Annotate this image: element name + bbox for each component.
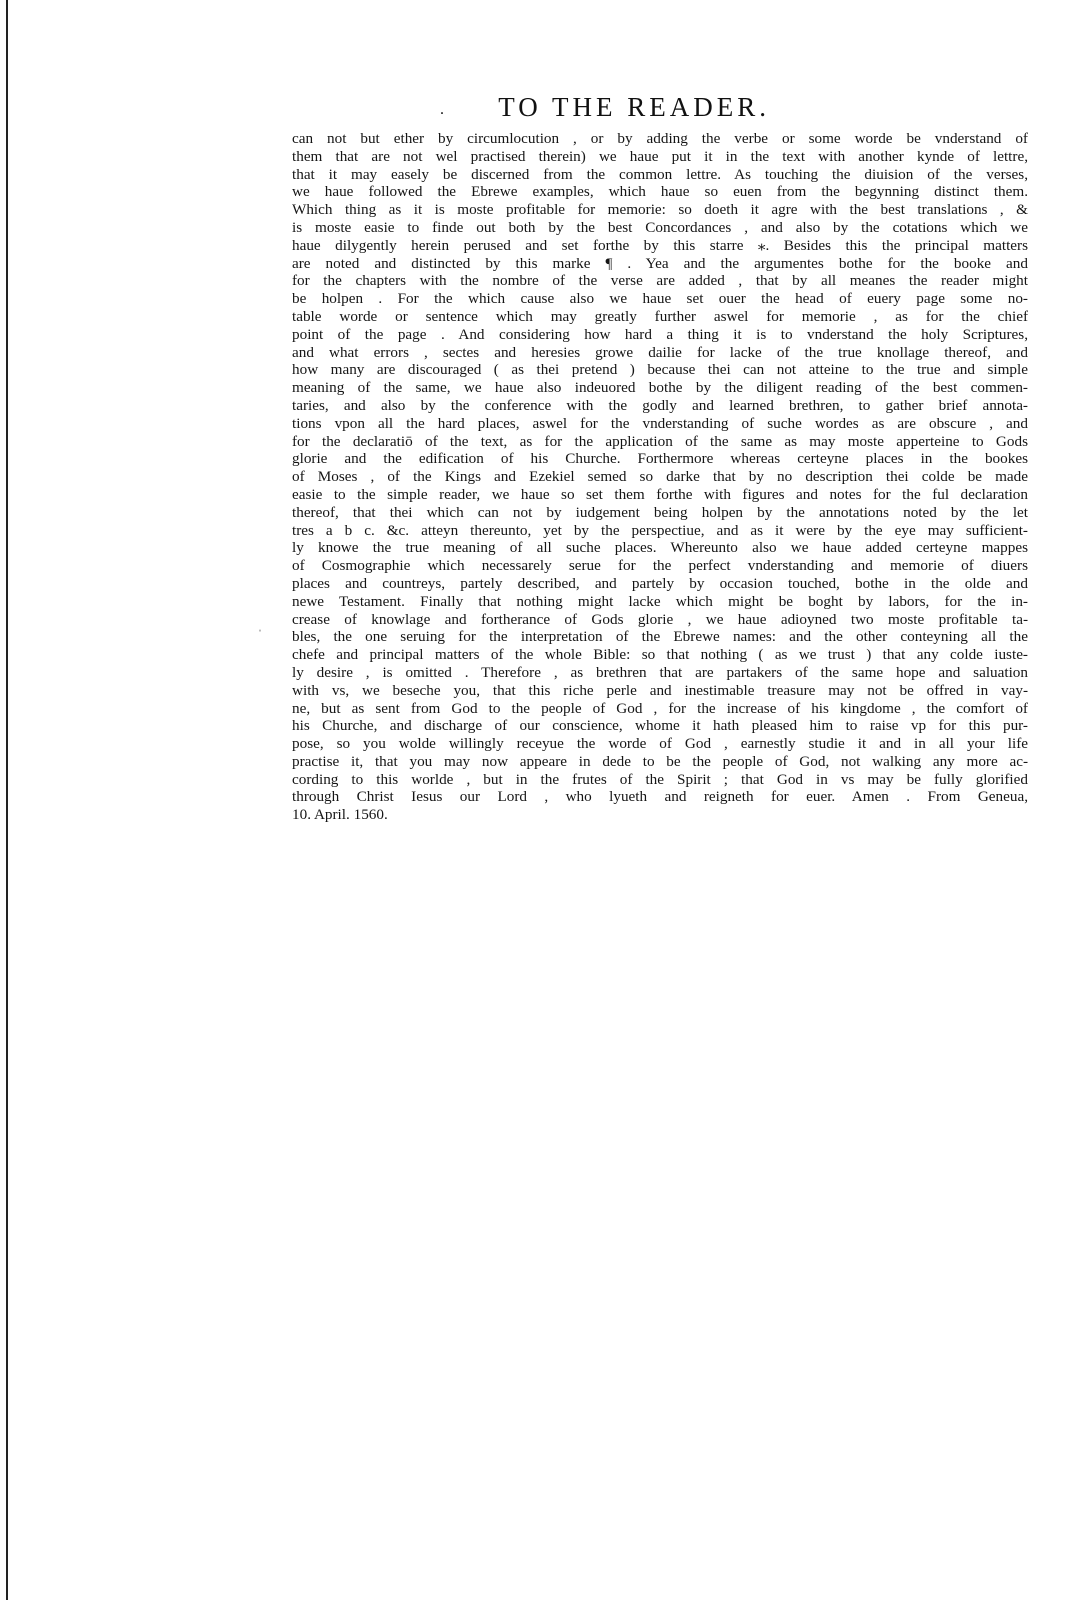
body-text: [292, 130, 1028, 824]
text-line: of Cosmographie which necessarely serue for the perfect vnderstanding and memorie of diuers: [292, 557, 1028, 575]
text-line: for the chapters with the nombre of the verse are added , that by all meanes the reader might: [292, 272, 1028, 290]
page-header: [440, 92, 880, 123]
text-line: be holpen . For the which cause also we haue set ouer the head of euery page some no-: [292, 290, 1028, 308]
text-line: that it may easely be discerned from the common lettre. As touching the diuision of the verses,: [292, 165, 1028, 183]
text-line: taries, and also by the conference with the godly and learned brethren, to gather brief annota-: [292, 396, 1028, 414]
text-line: for the declaratiō of the text, as for the application of the same as may moste apperteine to Gods: [292, 432, 1028, 450]
text-line: cording to this worlde , but in the frutes of the Spirit ; that God in vs may be fully glorified: [292, 770, 1028, 788]
text-line: of Moses , of the Kings and Ezekiel semed so darke that by no description thei colde be made: [292, 468, 1028, 486]
text-line: crease of knowlage and fortherance of Gods glorie , we haue adioyned two moste profitable ta-: [292, 610, 1028, 628]
text-line: glorie and the edification of his Churche. Forthermore whereas certeyne places in the bookes: [292, 450, 1028, 468]
text-line: places and countreys, partely described, and partely by occasion touched, bothe in the olde and: [292, 574, 1028, 592]
text-line: point of the page . And considering how hard a thing it is to vnderstand the holy Scriptures,: [292, 325, 1028, 343]
text-line: newe Testament. Finally that nothing might lacke which might be boght by labors, for the in-: [292, 592, 1028, 610]
text-line: ly knowe the true meaning of all suche places. Whereunto also we haue added certeyne mappes: [292, 539, 1028, 557]
margin-mark: ˌ: [258, 618, 262, 632]
text-line: practise it, that you may now appeare in dede to be the people of God, not walking any more ac-: [292, 752, 1028, 770]
text-line: and what errors , sectes and heresies growe dailie for lacke of the true knollage thereof, and: [292, 343, 1028, 361]
text-line: are noted and distincted by this marke ¶ . Yea and the argumentes bothe for the booke and: [292, 254, 1028, 272]
text-line: how many are discouraged ( as thei pretend ) because thei can not atteine to the true and simple: [292, 361, 1028, 379]
text-line: tres a b c. &c. atteyn thereunto, yet by the perspectiue, and as it were by the eye may sufficient-: [292, 521, 1028, 539]
text-line-date: 10. April. 1560.: [292, 806, 388, 824]
text-line: can not but ether by circumlocution , or by adding the verbe or some worde be vnderstand of: [292, 130, 1028, 147]
text-line: ne, but as sent from God to the people of God , for the increase of his kingdome , the comfort of: [292, 699, 1028, 717]
text-line: thereof, that thei which can not by iudgement being holpen by the annotations noted by the let: [292, 503, 1028, 521]
text-line: with vs, we beseche you, that this riche perle and inestimable treasure may not be offred in vay-: [292, 681, 1028, 699]
text-line: bles, the one seruing for the interpretation of the Ebrewe names: and the other conteyning all the: [292, 628, 1028, 646]
text-line: is moste easie to finde out both by the best Concordances , and also by the cotations which we: [292, 218, 1028, 236]
text-line: we haue followed the Ebrewe examples, which haue so euen from the begynning distinct them.: [292, 183, 1028, 201]
text-line: chefe and principal matters of the whole Bible: so that nothing ( as we trust ) that any colde iuste-: [292, 646, 1028, 664]
text-line: easie to the simple reader, we haue so set them forthe with figures and notes for the ful declaration: [292, 485, 1028, 503]
header-dot: .: [440, 100, 448, 118]
text-line: pose, so you wolde willingly receyue the worde of God , earnestly studie it and in all your life: [292, 735, 1028, 753]
text-line: through Christ Iesus our Lord , who lyueth and reigneth for euer. Amen . From Geneua,: [292, 788, 1028, 806]
text-line: meaning of the same, we haue also indeuored bothe by the diligent reading of the best commen-: [292, 379, 1028, 397]
text-line: table worde or sentence which may greatly further aswel for memorie , as for the chief: [292, 307, 1028, 325]
text-line: ly desire , is omitted . Therefore , as brethren that are partakers of the same hope and saluation: [292, 663, 1028, 681]
text-line: them that are not wel practised therein) we haue put it in the text with another kynde of lettre,: [292, 147, 1028, 165]
text-line: Which thing as it is moste profitable for memorie: so doeth it agre with the best translations , &: [292, 201, 1028, 219]
header-title: TO THE READER.: [498, 92, 771, 122]
text-line: his Churche, and discharge of our conscience, whome it hath pleased him to raise vp for this pur-: [292, 717, 1028, 735]
text-line: haue dilygently herein perused and set forthe by this starre ⁎. Besides this the principal matters: [292, 236, 1028, 254]
text-line: tions vpon all the hard places, aswel for the vnderstanding of suche wordes as are obscure , and: [292, 414, 1028, 432]
page-binding-edge: [6, 0, 8, 1600]
